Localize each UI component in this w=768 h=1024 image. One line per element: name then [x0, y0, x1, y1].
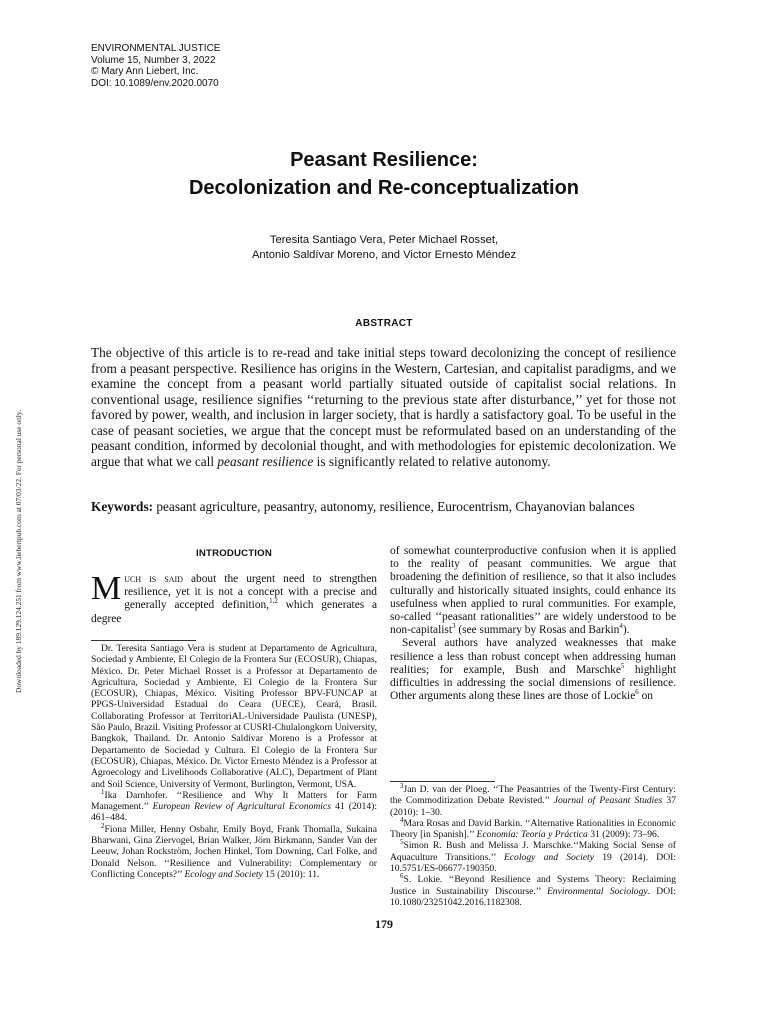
lead-smallcaps: uch is said [124, 573, 183, 585]
abstract-body-end: is significantly related to relative autonomy. [316, 453, 551, 469]
footnote-text: 41 (2014): 461–484. [91, 801, 377, 824]
footnote-text: . DOI: 10.1080/23251042.2016.1182308. [390, 885, 676, 908]
download-watermark: Downloaded by 189.129.124.251 from www.liebertpub.com at 07/03/22. For personal use only. [14, 410, 23, 693]
title-line-2: Decolonization and Re-conceptualization [188, 177, 580, 199]
authors-line-2: Antonio Saldívar Moreno, and Victor Ernesto Méndez [251, 248, 517, 261]
footnote-journal: Environmental Sociology [546, 885, 648, 897]
footnote-3 [390, 781, 676, 818]
footnote-4 [390, 815, 676, 841]
footnote-ref[interactable]: 4 [619, 622, 623, 631]
page-number: 179 [375, 917, 393, 931]
footnote-ref[interactable]: 1,2 [269, 597, 278, 606]
footnote-text: 19 (2014). DOI: 10.5751/ES-06677-190350. [390, 851, 676, 875]
intro-text-end: which generates a degree [91, 599, 378, 625]
footnote-journal: European Review of Agricultural Economics [152, 801, 331, 813]
footnotes-right [390, 781, 676, 908]
footnotes-left [91, 643, 377, 880]
abstract-body: The objective of this article is to re-read and take initial steps toward decolonizing the concept of resilience from a peasant perspective. Resilience has origins in the Western, Cartesian, and capitalist paradigms, and we examine the concept from a peasant world partially situated outside of capitalist social relations. In conventional usage, resilience signifies ‘‘returning to the previous state after disturbance,’’ yet for those not favored by power, wealth, and inclusion in larger society, that is hardly a satisfactory goal. To be useful in the case of peasant societies, we argue that the concept must be reformulated based on an understanding of the peasant condition, informed by decolonial thought, and with methodologies for epistemic decolonization. We argue that what we call [91, 345, 676, 469]
journal-doi[interactable]: DOI: 10.1089/env.2020.0070 [91, 77, 219, 89]
author-affiliations: Dr. Teresita Santiago Vera is student at Departamento de Agricultura, Sociedad y Ambiente, El Colegio de la Frontera Sur (ECOSUR), Chiapas, México. Dr. Peter Michael Rosset is a Professor at Departamento de Agricultura, Sociedad y Ambiente, El Colegio de la Frontera Sur (ECOSUR), Chiapas, México. Visiting Professor BPV-FUNCAP at PPGS-Universidad Estadual do Ceara (UECE), Ceará, Brasil. Collaborating Professor at TerritoriAL-Universidade Paulista (UNESP), São Paulo, Brazil. Visiting Professor at CUSRI-Chulalongkorn University, Bangkok, Thailand. Dr. Antonio Saldívar Moreno is a Professor at Departamento de Sociedad y Cultura. El Colegio de la Frontera Sur (ECOSUR), Chiapas, México. Dr. Victor Ernesto Méndez is a Professor at Agroecology and Livelihoods Collaborative (ALC), Department of Plant and Soil Science, University of Vermont, Burlington, Vermont, USA. [91, 643, 377, 790]
footnote-ref[interactable]: 6 [635, 688, 639, 697]
footnote-number: 4 [400, 815, 404, 824]
footnote-ref[interactable]: 3 [452, 622, 456, 631]
keywords-list: peasant agriculture, peasantry, autonomy, resilience, Eurocentrism, Chayanovian balances [156, 499, 635, 514]
paragraph-text: Several authors have analyzed weaknesses that make resilience a less than robust concept when addressing human realities; for example, Bush and Marschke [390, 637, 676, 676]
title-line-1: Peasant Resilience: [290, 149, 478, 171]
authors-line-1: Teresita Santiago Vera, Peter Michael Rosset, [269, 234, 499, 246]
author-list [0, 233, 768, 262]
footnote-number: 2 [101, 821, 105, 830]
keywords-label: Keywords: [91, 499, 154, 514]
footnote-journal: Economía: Teoría y Práctica [476, 829, 588, 841]
footnote-journal: Ecology and Society [184, 868, 263, 880]
footnote-text: Jan D. van der Ploeg. ‘‘The Peasantries of the Twenty-First Century: the Commoditization Debate Revisted.’’ [390, 784, 676, 807]
drop-cap: M [91, 570, 122, 607]
footnote-number: 3 [400, 781, 404, 790]
footnote-text: 37 (2010): 1–30. [390, 795, 676, 818]
journal-copyright: © Mary Ann Liebert, Inc. [91, 66, 199, 77]
footnote-text: S. Lokie. ‘‘Beyond Resilience and Systems Theory: Reclaiming Justice in Sustainability Discourse.’’ [390, 874, 676, 897]
footnote-2 [91, 821, 377, 880]
abstract-heading: ABSTRACT [355, 318, 413, 329]
article-title [0, 146, 768, 202]
introduction-heading: INTRODUCTION [196, 548, 272, 559]
footnote-text: Mara Rosas and David Barkin. ‘‘Alternative Rationalities in Economic Theory [in Spanish].’’ [390, 817, 676, 841]
introduction-left-column [91, 570, 378, 626]
footnote-ref[interactable]: 5 [620, 662, 625, 671]
footnote-journal: Ecology and Society [503, 851, 594, 863]
intro-paragraph-1 [390, 545, 676, 637]
footnote-1 [91, 787, 377, 824]
journal-name: ENVIRONMENTAL JUSTICE [91, 43, 221, 54]
intro-text: about the urgent need to strengthen resilience, yet it is not a concept with a precise and generally accepted definition, [124, 573, 377, 612]
introduction-right-column [390, 545, 676, 703]
paragraph-text: ). [622, 624, 630, 637]
paragraph-text: (see summary by Rosas and Barkin [458, 624, 620, 637]
keywords [91, 499, 676, 515]
footnote-journal: Journal of Peasant Studies [553, 795, 663, 807]
footnote-6 [390, 874, 676, 908]
abstract-emphasis: peasant resilience [217, 453, 314, 469]
footnote-number: 6 [400, 872, 404, 881]
footnote-text: Ika Darnhofer. ‘‘Resilience and Why It Matters for Farm Management.’’ [91, 789, 377, 813]
abstract-text [91, 345, 676, 469]
footnote-text: 15 (2010): 11. [265, 868, 320, 880]
paragraph-text: highlight difficulties in addressing the social dimensions of resilience. Other arguments along these lines are those of Lockie [390, 663, 676, 703]
journal-volume: Volume 15, Number 3, 2022 [91, 54, 216, 66]
footnote-text: Simon R. Bush and Melissa J. Marschke.‘‘Making Social Sense of Aquaculture Transitions.’’ [390, 840, 676, 863]
footnote-number: 5 [400, 838, 404, 847]
footnote-divider [91, 640, 196, 641]
footnote-text: 31 (2009): 73–96. [590, 829, 660, 841]
paragraph-text: on [641, 690, 653, 703]
footnote-number: 1 [101, 787, 105, 796]
journal-header [91, 43, 220, 89]
footnote-5 [390, 840, 676, 874]
footnote-text: Fiona Miller, Henny Osbahr, Emily Boyd, Frank Thomalla, Sukaina Bharwani, Gina Ziervogel, Brian Walker, Jörn Birkmann, Sander Van der Leeuw, Johan Rockström, Jochen Hinkel, Tom Downing, Carl Folke, and Donald Nelson. ‘‘Resilience and Vulnerability: Complementary or Conflicting Concepts?’’ [91, 823, 377, 880]
paragraph-text: of somewhat counterproductive confusion when it is applied to the reality of peasant communities. We argue that broadening the definition of resilience, so that it also includes culturally and historically situated insights, could enhance its usefulness when applied to rural communities. For example, so-called ‘‘peasant rationalities’’ are widely understood to be non-capitalist [390, 545, 676, 637]
intro-paragraph-2 [390, 637, 676, 703]
footnote-divider [390, 781, 495, 782]
